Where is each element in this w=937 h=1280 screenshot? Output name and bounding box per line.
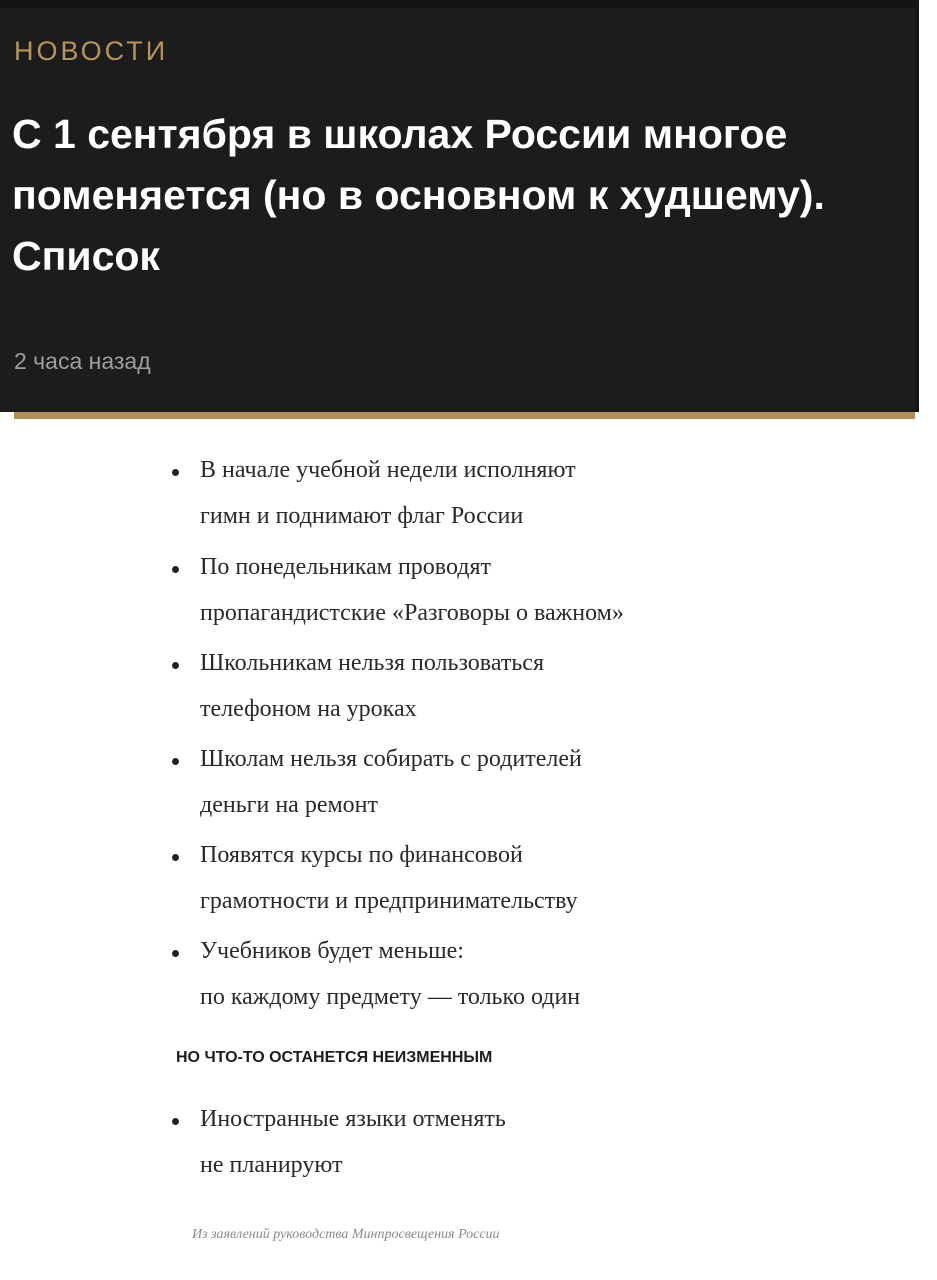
list-item-line: гимн и поднимают флаг России (200, 503, 524, 529)
list-item-line: По понедельникам проводят (200, 554, 492, 580)
accent-divider (14, 412, 915, 419)
list-item-line: не планируют (200, 1152, 343, 1178)
unchanged-subheading: НО ЧТО-ТО ОСТАНЕТСЯ НЕИЗМЕННЫМ (176, 1049, 493, 1066)
list-item-line: пропагандистские «Разговоры о важном» (200, 600, 624, 626)
list-item-line: Появятся курсы по финансовой (200, 842, 523, 868)
source-caption: Из заявлений руководства Минпросвещения России (192, 1227, 500, 1242)
right-edge (915, 0, 937, 1280)
list-item-line: телефоном на уроках (200, 696, 417, 722)
right-edge-stripe (915, 0, 919, 412)
article-headline[interactable]: С 1 сентября в школах России многое поменяется (но в основном к худшему). Список (12, 111, 825, 279)
list-item-text (200, 544, 760, 636)
list-item-line: Иностранные языки отменять (200, 1106, 506, 1132)
article-timestamp: 2 часа назад (14, 348, 151, 374)
list-item-line: Школьникам нельзя пользоваться (200, 650, 544, 676)
list-item-line: грамотности и предпринимательству (200, 888, 578, 914)
section-label[interactable]: НОВОСТИ (14, 36, 169, 66)
list-item-text (200, 447, 760, 539)
article-image-card (14, 419, 915, 1280)
list-item-text (200, 832, 760, 924)
bullet-dot-icon (172, 1118, 179, 1125)
article-header (0, 0, 915, 412)
bullet-dot-icon (172, 566, 179, 573)
list-item-line: деньги на ремонт (200, 792, 379, 818)
list-item-line: В начале учебной недели исполняют (200, 457, 576, 483)
bullet-dot-icon (172, 662, 179, 669)
bullet-dot-icon (172, 950, 179, 957)
list-item-text (200, 928, 760, 1020)
bullet-dot-icon (172, 758, 179, 765)
list-item-text (200, 640, 760, 732)
list-item-line: Учебников будет меньше: (200, 938, 464, 964)
bullet-dot-icon (172, 854, 179, 861)
bullet-dot-icon (172, 469, 179, 476)
list-item-line: Школам нельзя собирать с родителей (200, 746, 582, 772)
list-item-text (200, 1096, 760, 1188)
list-item-text (200, 736, 760, 828)
list-item-line: по каждому предмету — только один (200, 984, 581, 1010)
